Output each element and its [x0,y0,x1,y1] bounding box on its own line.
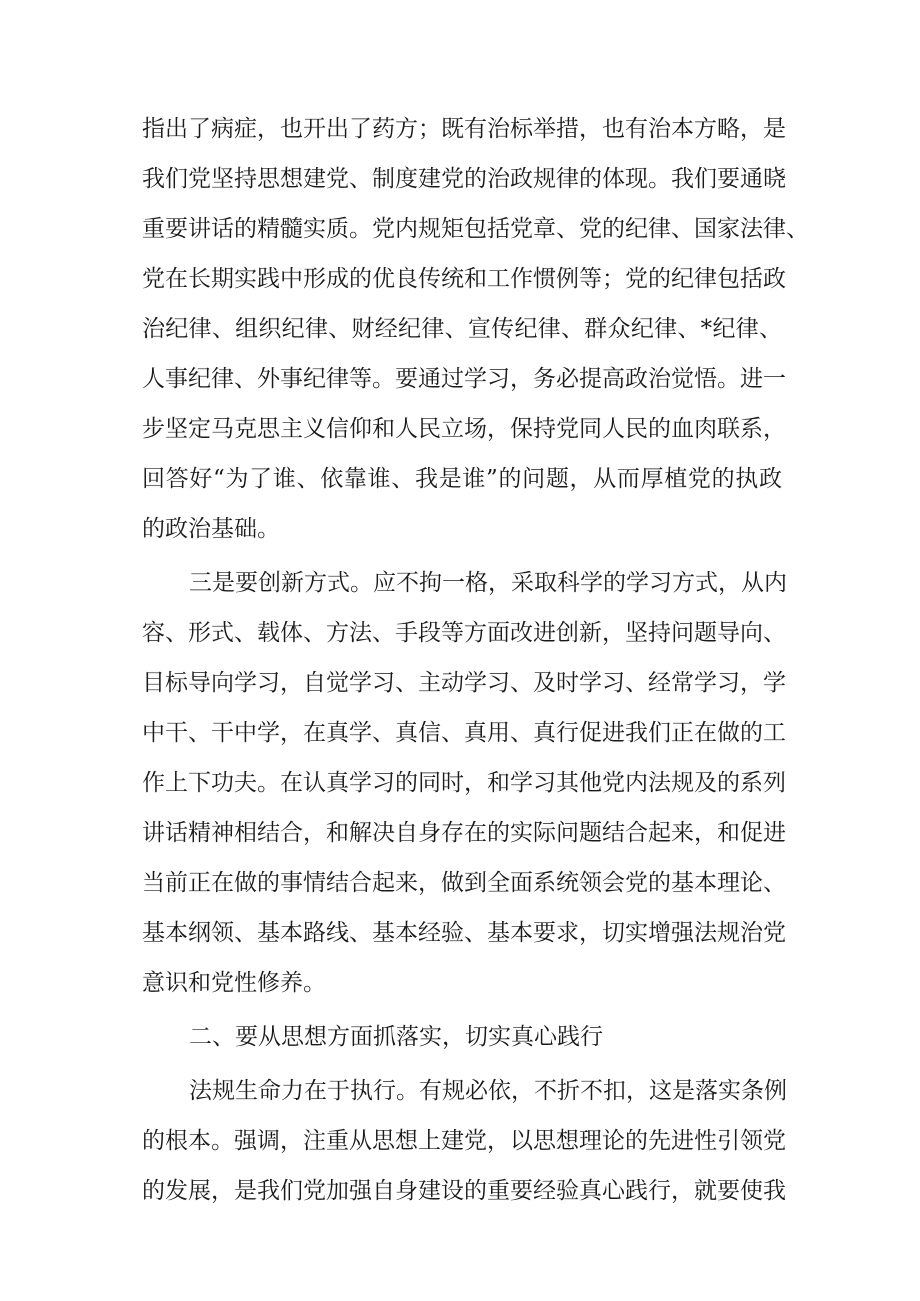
text-line: 容、形式、载体、方法、手段等方面改进创新，坚持问题导向、 [142,620,786,646]
text-line: 重要讲话的精髓实质。党内规矩包括党章、党的纪律、国家法律、 [142,216,809,242]
text-line: 党在长期实践中形成的优良传统和工作惯例等；党的纪律包括政 [142,266,786,292]
text-line: 治纪律、组织纪律、财经纪律、宣传纪律、群众纪律、*纪律、 [142,316,782,342]
text-line: 讲话精神相结合，和解决自身存在的实际问题结合起来，和促进 [142,820,786,846]
text-line: 当前正在做的事情结合起来，做到全面系统领会党的基本理论、 [142,870,786,896]
text-line: 步坚定马克思主义信仰和人民立场，保持党同人民的血肉联系， [142,416,786,442]
text-line: 回答好“为了谁、依靠谁、我是谁”的问题，从而厚植党的执政 [142,466,782,492]
text-line: 的根本。强调，注重从思想上建党，以思想理论的先进性引领党 [142,1128,786,1154]
paragraph-first-line: 三是要创新方式。应不拘一格，采取科学的学习方式，从内 [189,570,787,596]
text-line: 的发展，是我们党加强自身建设的重要经验真心践行，就要使我 [142,1178,786,1204]
text-line: 我们党坚持思想建党、制度建党的治政规律的体现。我们要通晓 [142,166,786,192]
text-line: 人事纪律、外事纪律等。要通过学习，务必提高政治觉悟。进一 [142,366,786,392]
text-line: 中干、干中学，在真学、真信、真用、真行促进我们正在做的工 [142,720,786,746]
text-line: 意识和党性修养。 [142,970,326,996]
section-heading: 二、要从思想方面抓落实，切实真心践行 [189,1024,603,1050]
paragraph-first-line: 法规生命力在于执行。有规必依，不折不扣，这是落实条例 [189,1078,787,1104]
text-line: 基本纲领、基本路线、基本经验、基本要求，切实增强法规治党 [142,920,786,946]
text-line: 指出了病症，也开出了药方；既有治标举措，也有治本方略，是 [142,116,786,142]
text-line: 目标导向学习，自觉学习、主动学习、及时学习、经常学习，学 [142,670,786,696]
text-line: 的政治基础。 [142,516,280,542]
text-line: 作上下功夫。在认真学习的同时，和学习其他党内法规及的系列 [142,770,786,796]
